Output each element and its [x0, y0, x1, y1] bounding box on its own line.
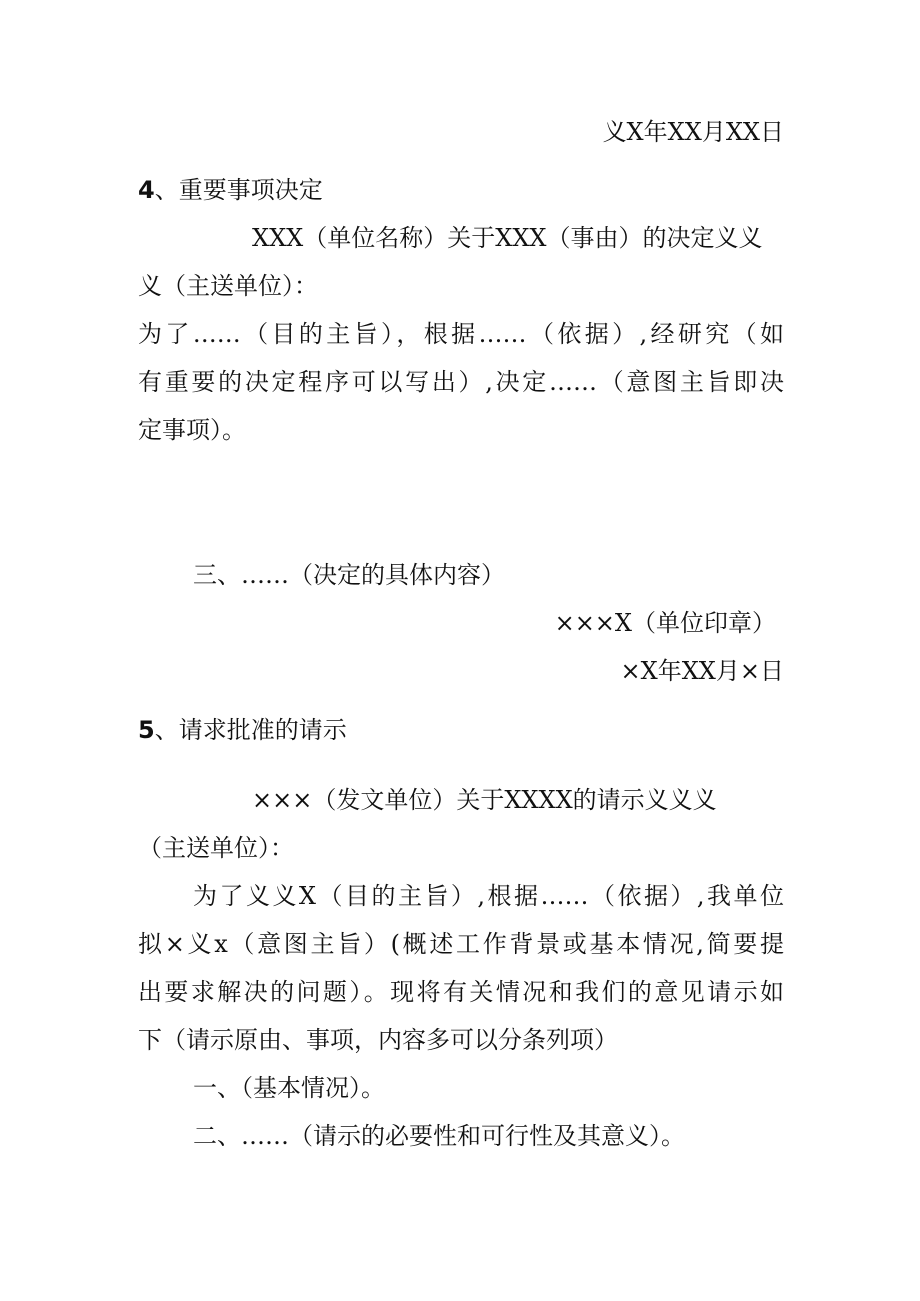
section-4-seal: ×××X（单位印章）: [554, 609, 776, 637]
section-5-title: 、请求批准的请示: [154, 716, 347, 744]
section-5-body-line-3: 出要求解决的问题）。现将有关情况和我们的意见请示如: [138, 978, 784, 1006]
section-4-recipient: 义（主送单位）：: [138, 272, 318, 300]
section-5-recipient: （主送单位）：: [138, 834, 294, 862]
section-4-number: 4: [138, 176, 155, 204]
section-5-document-title: ×××（发文单位）关于XXXX的请示义义义: [252, 786, 717, 814]
section-5-number: 5: [138, 716, 155, 744]
section-5-item-two: 二、……（请示的必要性和可行性及其意义）。: [193, 1122, 685, 1150]
section-4-body-line-1: 为了……（目的主旨），根据……（依据）,经研究（如: [138, 320, 784, 348]
section-4-body-line-3: 定事项）。: [138, 416, 246, 444]
section-5-item-one: 一、（基本情况）。: [193, 1074, 385, 1102]
section-4-date: ×X年XX月×日: [620, 657, 784, 685]
section-5-body-line-4: 下（请示原由、事项，内容多可以分条列项）: [138, 1026, 618, 1054]
top-date: 义X年XX月XX日: [602, 118, 784, 146]
section-4-document-title: XXX（单位名称）关于XXX（事由）的决定义义: [252, 224, 763, 252]
section-4-heading: [138, 166, 784, 214]
section-5-heading: [138, 706, 784, 754]
section-4-title: 、重要事项决定: [154, 176, 323, 204]
section-4-item-three: 三、……（决定的具体内容）: [193, 561, 505, 589]
section-5-body-line-2: 拟×义x（意图主旨）(概述工作背景或基本情况,简要提: [138, 930, 784, 958]
section-4-body-line-2: 有重要的决定程序可以写出）,决定……（意图主旨即决: [138, 368, 784, 396]
section-5-body-line-1: 为了义义X（目的主旨）,根据……（依据）,我单位: [193, 882, 784, 910]
